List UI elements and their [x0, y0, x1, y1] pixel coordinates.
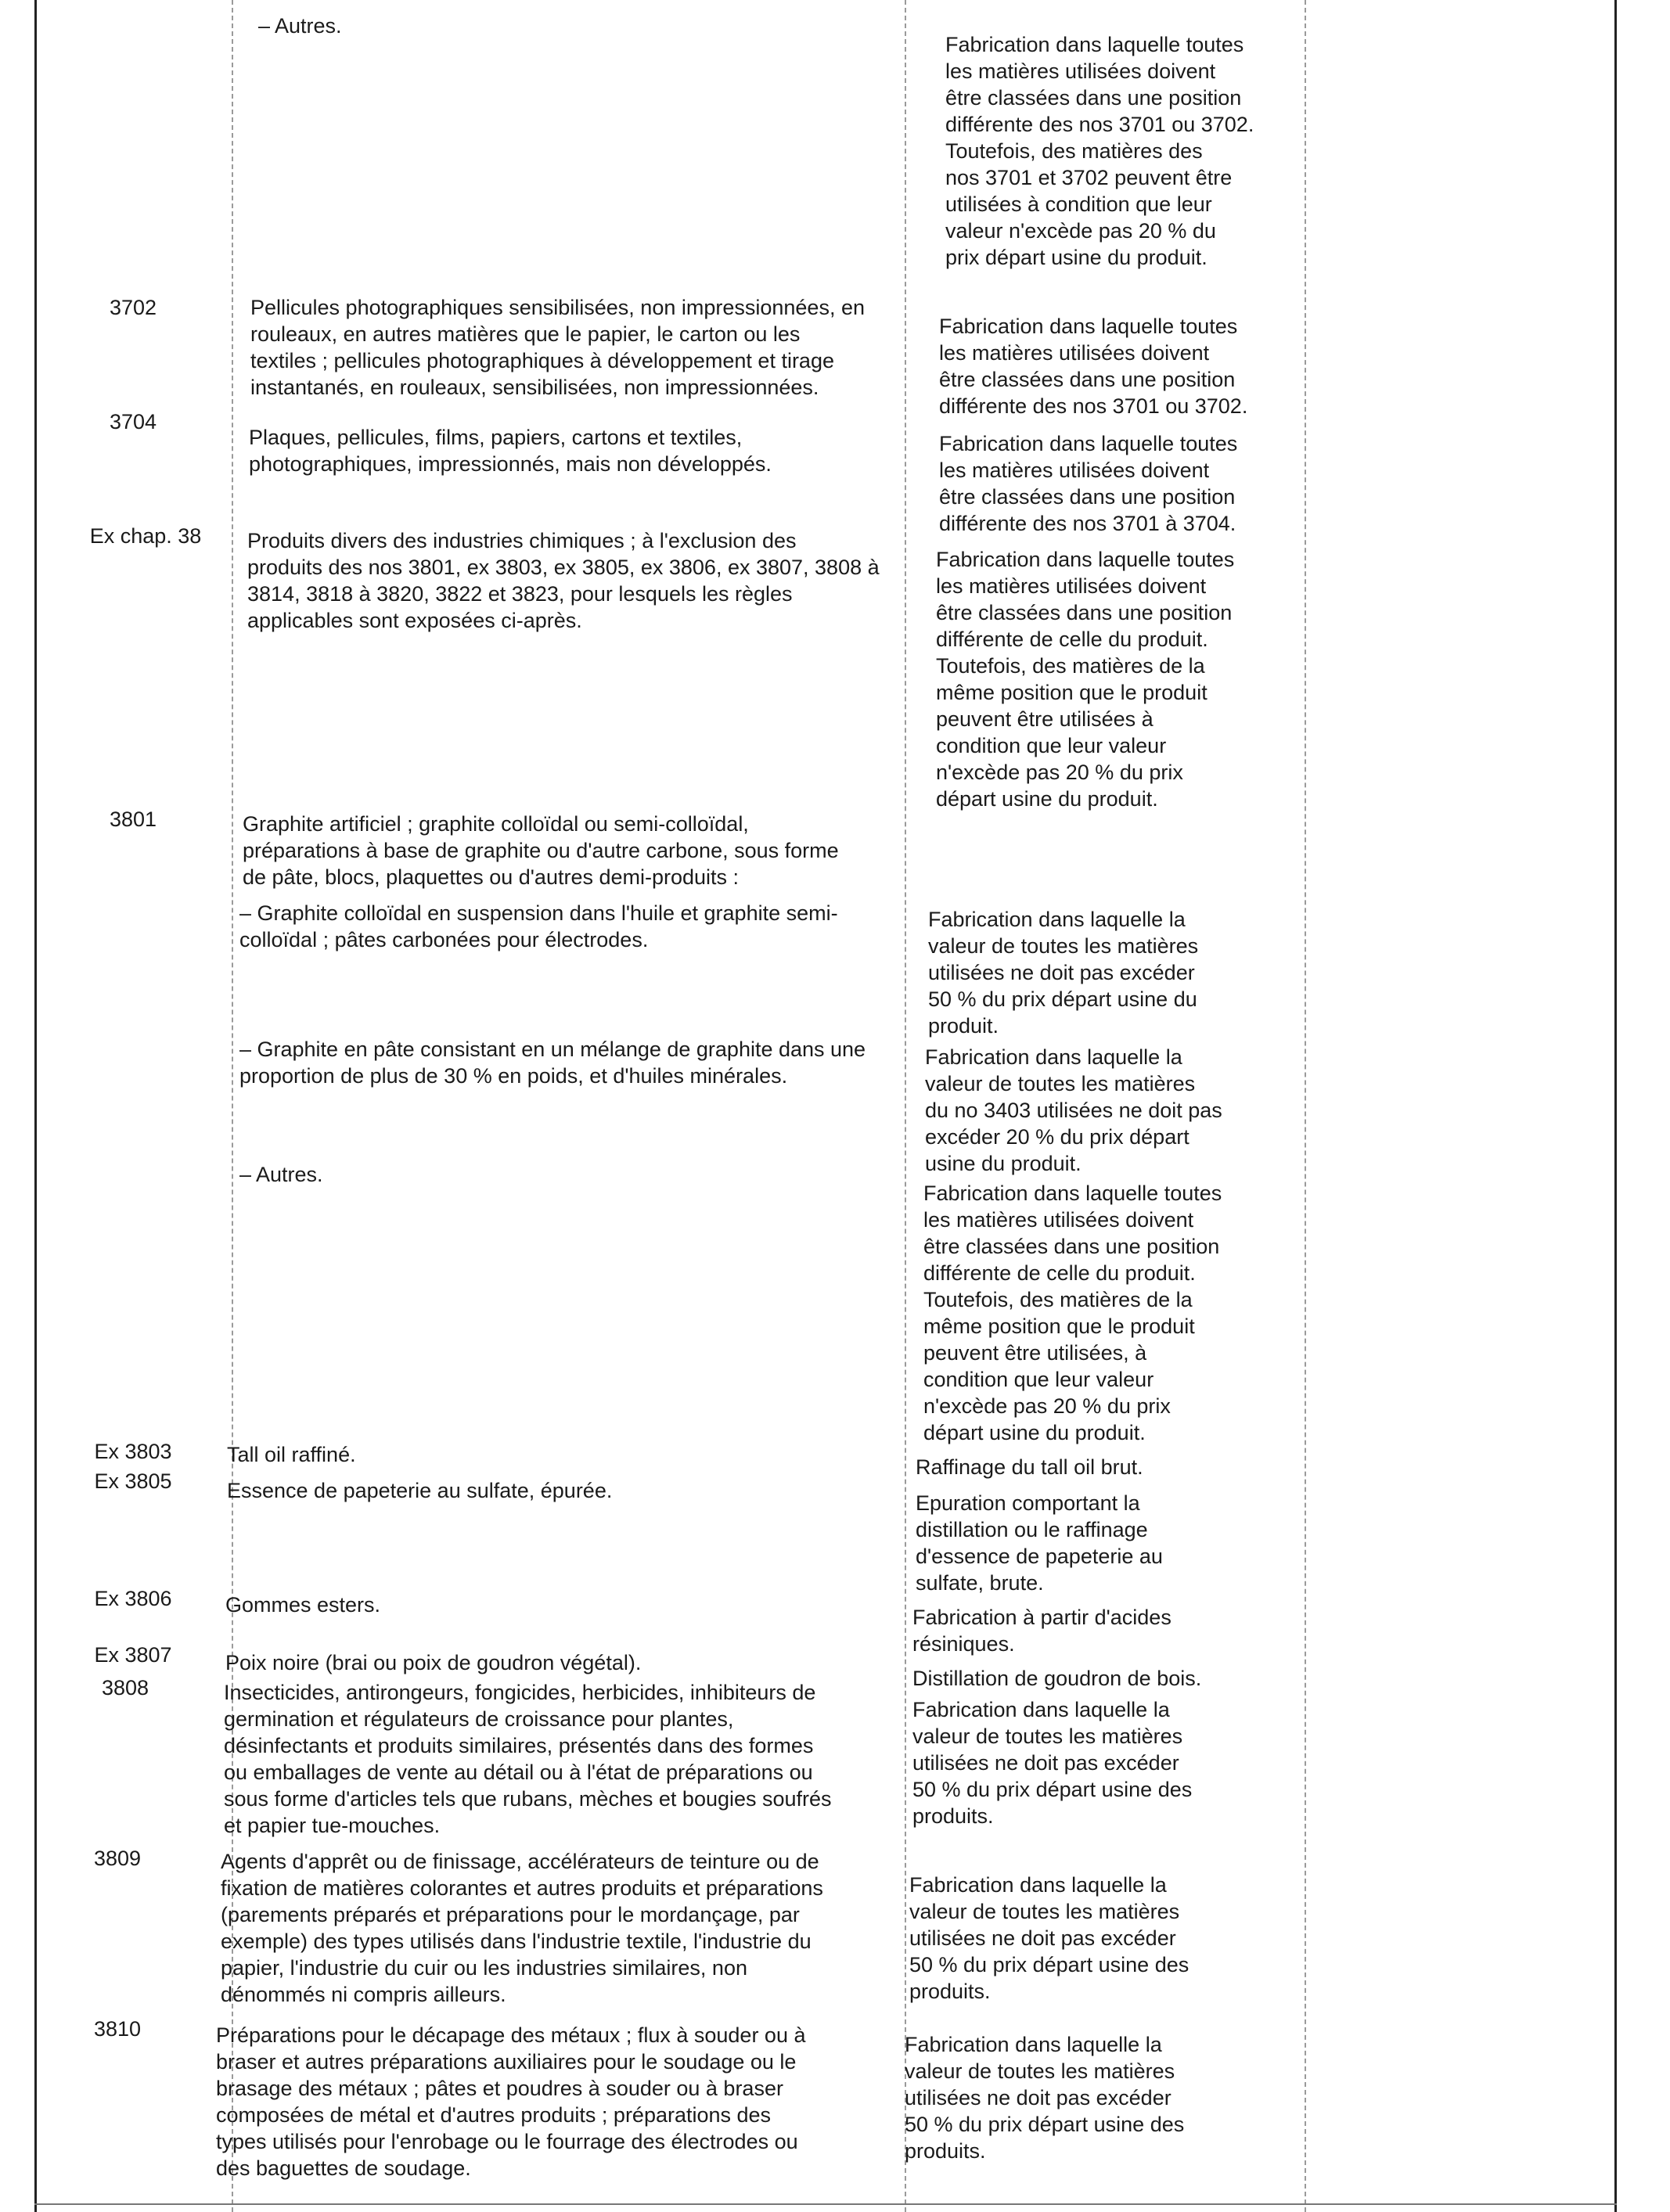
row-description: Tall oil raffiné.: [227, 1443, 356, 1466]
row-code: Ex 3803: [94, 1440, 172, 1463]
row-rule: Fabrication dans laquelle toutes les matières utilisées doivent être classées dans une position différente des nos 3701 ou 3702. Toutefois, des matières des nos 3701 et 3702 peuvent être utilisées à condition que leur valeur n'excède pas 20 % du prix départ usine du produit.: [945, 33, 1254, 269]
row-rule: Fabrication dans laquelle toutes les matières utilisées doivent être classées dans une position différente de celle du produit. Toutefois, des matières de la même position que le produit peuvent être utilisées, à condition que leur valeur n'excède pas 20 % du prix départ usine du produit.: [923, 1182, 1222, 1444]
row-description: – Graphite en pâte consistant en un mélange de graphite dans une proportion de plus de 30 % en poids, et d'huiles minérales.: [239, 1038, 866, 1088]
row-rule: Fabrication dans laquelle la valeur de toutes les matières utilisées ne doit pas excéder 50 % du prix départ usine des produits.: [912, 1698, 1193, 1828]
row-rule: Distillation de goudron de bois.: [912, 1667, 1202, 1690]
left-border-line: [34, 0, 37, 2212]
row-code: 3810: [93, 2017, 142, 2041]
row-code: 3704: [109, 410, 157, 433]
row-code: Ex chap. 38: [89, 524, 202, 548]
row-rule: Epuration comportant la distillation ou le raffinage d'essence de papeterie au sulfate, brute.: [916, 1491, 1163, 1595]
row-rule: Fabrication dans laquelle la valeur de toutes les matières du no 3403 utilisées ne doit pas excéder 20 % du prix départ usine du produit.: [925, 1045, 1222, 1175]
row-description: – Graphite colloïdal en suspension dans l'huile et graphite semi- colloïdal ; pâtes carbonées pour électrodes.: [239, 901, 838, 951]
right-border-line: [1614, 0, 1617, 2212]
row-description: – Autres.: [258, 14, 342, 38]
row-rule: Fabrication dans laquelle la valeur de toutes les matières utilisées ne doit pas excéder 50 % du prix départ usine des produits.: [909, 1873, 1190, 2003]
row-description: Insecticides, antirongeurs, fongicides, herbicides, inhibiteurs de germination et régulateurs de croissance pour plantes, désinfectants et produits similaires, présentés dans des formes ou emballages de vente au détail ou à l'état de préparations ou sous forme d'articles tels que rubans, mèches et bougies soufrés et papier tue-mouches.: [224, 1681, 832, 1837]
row-description: Essence de papeterie au sulfate, épurée.: [227, 1479, 613, 1502]
row-description: – Autres.: [239, 1163, 323, 1186]
column-divider-rule: [1305, 0, 1306, 2212]
column-divider-description: [905, 0, 906, 2212]
row-description: Poix noire (brai ou poix de goudron végétal).: [225, 1651, 642, 1674]
row-rule: Fabrication dans laquelle la valeur de toutes les matières utilisées ne doit pas excéder 50 % du prix départ usine des produits.: [905, 2033, 1185, 2163]
row-description: Préparations pour le décapage des métaux ; flux à souder ou à braser et autres préparations auxiliaires pour le soudage ou le brasage des métaux ; pâtes et poudres à souder ou à braser composées de métal et d'autres produits ; préparations des types utilisés pour l'enrobage ou le fourrage des électrodes ou des baguettes de soudage.: [216, 2023, 806, 2180]
row-description: Pellicules photographiques sensibilisées, non impressionnées, en rouleaux, en autres matières que le papier, le carton ou les textiles ; pellicules photographiques à développement et tirage instantanés, en rouleaux, sensibilisées, non impressionnées.: [250, 296, 865, 399]
row-rule: Fabrication dans laquelle toutes les matières utilisées doivent être classées dans une position différente de celle du produit. Toutefois, des matières de la même position que le produit peuvent être utilisées à condition que leur valeur n'excède pas 20 % du prix départ usine du produit.: [936, 548, 1235, 811]
row-code: 3801: [109, 807, 157, 831]
row-rule: Raffinage du tall oil brut.: [916, 1455, 1143, 1479]
row-code: Ex 3807: [94, 1643, 172, 1667]
row-code: 3702: [109, 296, 157, 319]
row-code: Ex 3806: [94, 1587, 172, 1610]
row-code: 3809: [93, 1847, 142, 1870]
row-description: Agents d'apprêt ou de finissage, accélérateurs de teinture ou de fixation de matières colorantes et autres produits et préparations (parements préparés et préparations pour le mordançage, par exemple) des types utilisés dans l'industrie textile, l'industrie du papier, l'industrie du cuir ou les industries similaires, non dénommés ni compris ailleurs.: [221, 1850, 823, 2006]
row-rule: Fabrication dans laquelle toutes les matières utilisées doivent être classées dans une position différente des nos 3701 ou 3702.: [939, 315, 1248, 418]
row-code: 3808: [101, 1676, 149, 1699]
bottom-border-line: [34, 2203, 1617, 2205]
row-code: Ex 3805: [94, 1469, 172, 1493]
row-rule: Fabrication à partir d'acides résiniques.: [912, 1606, 1172, 1656]
row-description: Plaques, pellicules, films, papiers, cartons et textiles, photographiques, impressionnés, mais non développés.: [249, 426, 772, 476]
row-description: Gommes esters.: [225, 1593, 381, 1617]
row-description: Graphite artificiel ; graphite colloïdal ou semi-colloïdal, préparations à base de graphite ou d'autre carbone, sous forme de pâte, blocs, plaquettes ou d'autres demi-produits :: [243, 812, 839, 889]
row-description: Produits divers des industries chimiques ; à l'exclusion des produits des nos 3801, ex 3803, ex 3805, ex 3806, ex 3807, 3808 à 3814, 3818 à 3820, 3822 et 3823, pour lesquels les règles applicables sont exposées ci-après.: [247, 529, 880, 632]
row-rule: Fabrication dans laquelle la valeur de toutes les matières utilisées ne doit pas excéder 50 % du prix départ usine du produit.: [928, 908, 1199, 1038]
row-rule: Fabrication dans laquelle toutes les matières utilisées doivent être classées dans une position différente des nos 3701 à 3704.: [939, 432, 1238, 535]
